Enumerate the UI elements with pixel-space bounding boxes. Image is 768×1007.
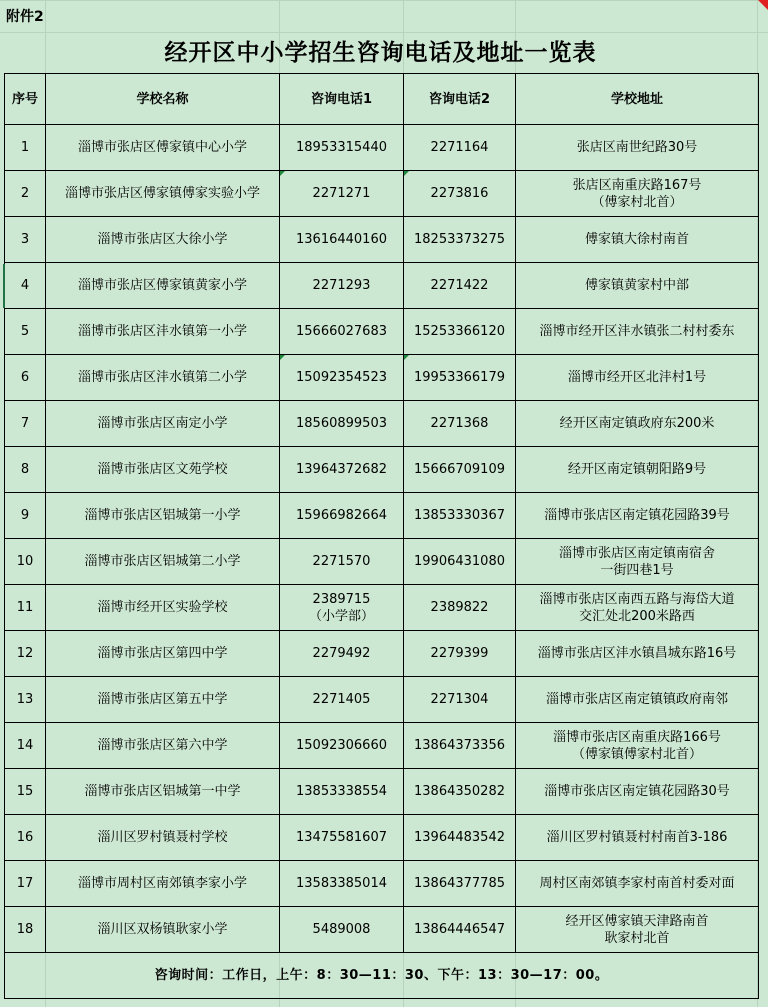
phone1-cell[interactable]: 5489008 <box>280 907 404 953</box>
row-index-cell[interactable]: 11 <box>5 585 46 631</box>
address-cell[interactable]: 淄博市张店区南西五路与海岱大道 交汇处北200米路西 <box>516 585 759 631</box>
address-cell[interactable]: 经开区南定镇朝阳路9号 <box>516 447 759 493</box>
address-cell[interactable]: 淄川区罗村镇聂村村南首3-186 <box>516 815 759 861</box>
school-name-cell[interactable]: 淄博市张店区沣水镇第二小学 <box>46 355 280 401</box>
address-cell[interactable]: 傅家镇大徐村南首 <box>516 217 759 263</box>
school-name-cell[interactable]: 淄博市张店区傅家镇黄家小学 <box>46 263 280 309</box>
phone1-cell[interactable]: 2279492 <box>280 631 404 677</box>
phone1-cell[interactable]: 18560899503 <box>280 401 404 447</box>
row-index-cell[interactable]: 16 <box>5 815 46 861</box>
address-cell[interactable]: 淄博市张店区南重庆路166号 （傅家镇傅家村北首） <box>516 723 759 769</box>
page-title[interactable]: 经开区中小学招生咨询电话及地址一览表 <box>164 39 597 66</box>
phone1-cell[interactable]: 2271271 <box>280 171 404 217</box>
school-name-cell[interactable]: 淄博市张店区傅家镇中心小学 <box>46 125 280 171</box>
phone2-cell[interactable]: 2389822 <box>404 585 516 631</box>
phone1-cell[interactable]: 13616440160 <box>280 217 404 263</box>
table-row <box>5 585 759 631</box>
school-name-cell[interactable]: 淄川区罗村镇聂村学校 <box>46 815 280 861</box>
school-name-cell[interactable]: 淄博市张店区大徐小学 <box>46 217 280 263</box>
phone1-cell[interactable]: 13475581607 <box>280 815 404 861</box>
table-row <box>5 815 759 861</box>
school-name-cell[interactable]: 淄博市经开区实验学校 <box>46 585 280 631</box>
phone1-cell[interactable]: 13853338554 <box>280 769 404 815</box>
phone1-cell[interactable]: 2271405 <box>280 677 404 723</box>
table-row <box>5 171 759 217</box>
school-name-cell[interactable]: 淄博市张店区傅家镇傅家实验小学 <box>46 171 280 217</box>
footer-row <box>5 953 759 999</box>
phone2-cell[interactable]: 13864350282 <box>404 769 516 815</box>
row-index-cell[interactable]: 17 <box>5 861 46 907</box>
table-row <box>5 125 759 171</box>
phone2-cell[interactable]: 15666709109 <box>404 447 516 493</box>
row-index-cell[interactable]: 15 <box>5 769 46 815</box>
phone2-cell[interactable]: 2279399 <box>404 631 516 677</box>
phone2-cell[interactable]: 13964483542 <box>404 815 516 861</box>
phone2-cell[interactable]: 15253366120 <box>404 309 516 355</box>
phone1-cell[interactable]: 15092354523 <box>280 355 404 401</box>
table-row <box>5 907 759 953</box>
row-index-cell[interactable]: 8 <box>5 447 46 493</box>
table-row <box>5 401 759 447</box>
school-name-cell[interactable]: 淄博市张店区第四中学 <box>46 631 280 677</box>
phone2-cell[interactable]: 2271164 <box>404 125 516 171</box>
row-index-cell[interactable]: 12 <box>5 631 46 677</box>
header-phone1[interactable]: 咨询电话1 <box>280 74 404 125</box>
row-index-cell[interactable]: 13 <box>5 677 46 723</box>
school-name-cell[interactable]: 淄博市周村区南郊镇李家小学 <box>46 861 280 907</box>
school-name-cell[interactable]: 淄博市张店区文苑学校 <box>46 447 280 493</box>
phone1-cell[interactable]: 18953315440 <box>280 125 404 171</box>
row-index-cell[interactable]: 3 <box>5 217 46 263</box>
phone1-cell[interactable]: 2271570 <box>280 539 404 585</box>
phone2-cell[interactable]: 19953366179 <box>404 355 516 401</box>
school-name-cell[interactable]: 淄博市张店区沣水镇第一小学 <box>46 309 280 355</box>
address-cell[interactable]: 傅家镇黄家村中部 <box>516 263 759 309</box>
table-row <box>5 677 759 723</box>
table-header-row <box>5 74 759 125</box>
header-phone2[interactable]: 咨询电话2 <box>404 74 516 125</box>
school-name-cell[interactable]: 淄博市张店区第六中学 <box>46 723 280 769</box>
phone2-cell[interactable]: 18253373275 <box>404 217 516 263</box>
phone1-cell[interactable]: 2271293 <box>280 263 404 309</box>
address-cell[interactable]: 张店区南世纪路30号 <box>516 125 759 171</box>
phone1-cell[interactable]: 13583385014 <box>280 861 404 907</box>
phone1-cell[interactable]: 13964372682 <box>280 447 404 493</box>
phone2-cell[interactable]: 19906431080 <box>404 539 516 585</box>
header-index[interactable]: 序号 <box>5 74 46 125</box>
address-cell[interactable]: 经开区傅家镇天津路南首 耿家村北首 <box>516 907 759 953</box>
phone1-cell[interactable]: 15666027683 <box>280 309 404 355</box>
address-cell[interactable]: 淄博市张店区南定镇花园路39号 <box>516 493 759 539</box>
address-cell[interactable]: 淄博市张店区南定镇镇政府南邻 <box>516 677 759 723</box>
row-index-cell[interactable]: 7 <box>5 401 46 447</box>
address-cell[interactable]: 淄博市经开区沣水镇张二村村委东 <box>516 309 759 355</box>
phone2-cell[interactable]: 2271304 <box>404 677 516 723</box>
phone2-cell[interactable]: 2273816 <box>404 171 516 217</box>
school-name-cell[interactable]: 淄博市张店区铝城第二小学 <box>46 539 280 585</box>
school-name-cell[interactable]: 淄博市张店区铝城第一中学 <box>46 769 280 815</box>
table-row <box>5 309 759 355</box>
gridline <box>0 0 768 1</box>
phone2-cell[interactable]: 13864377785 <box>404 861 516 907</box>
phone2-cell[interactable]: 2271422 <box>404 263 516 309</box>
table-row <box>5 539 759 585</box>
address-cell[interactable]: 淄博市经开区北沣村1号 <box>516 355 759 401</box>
table-row <box>5 263 759 309</box>
table-row <box>5 447 759 493</box>
school-contact-table <box>4 73 759 999</box>
table-row <box>5 493 759 539</box>
phone2-cell[interactable]: 13864373356 <box>404 723 516 769</box>
phone2-cell[interactable]: 13853330367 <box>404 493 516 539</box>
address-cell[interactable]: 经开区南定镇政府东200米 <box>516 401 759 447</box>
phone2-cell[interactable]: 13864446547 <box>404 907 516 953</box>
header-school-name[interactable]: 学校名称 <box>46 74 280 125</box>
row-index-cell[interactable]: 2 <box>5 171 46 217</box>
address-cell[interactable]: 周村区南郊镇李家村南首村委对面 <box>516 861 759 907</box>
row-index-cell[interactable]: 5 <box>5 309 46 355</box>
address-cell[interactable]: 张店区南重庆路167号 （傅家村北首） <box>516 171 759 217</box>
corner-indicator-icon <box>758 0 768 10</box>
row-index-cell[interactable]: 18 <box>5 907 46 953</box>
header-address[interactable]: 学校地址 <box>516 74 759 125</box>
address-cell[interactable]: 淄博市张店区沣水镇昌城东路16号 <box>516 631 759 677</box>
school-name-cell[interactable]: 淄博市张店区南定小学 <box>46 401 280 447</box>
phone1-cell[interactable]: 15966982664 <box>280 493 404 539</box>
table-row <box>5 723 759 769</box>
school-name-cell[interactable]: 淄博市张店区第五中学 <box>46 677 280 723</box>
row-index-cell[interactable]: 9 <box>5 493 46 539</box>
consult-hours-note[interactable]: 咨询时间：工作日，上午：8：30—11：30、下午：13：30—17：00。 <box>5 953 759 999</box>
row-index-cell[interactable]: 14 <box>5 723 46 769</box>
annex-label[interactable]: 附件2 <box>6 9 44 25</box>
row-selection-marker <box>3 264 5 308</box>
phone1-cell[interactable]: 15092306660 <box>280 723 404 769</box>
phone1-cell[interactable]: 2389715 （小学部） <box>280 585 404 631</box>
phone2-cell[interactable]: 2271368 <box>404 401 516 447</box>
address-cell[interactable]: 淄博市张店区南定镇南宿舍 一街四巷1号 <box>516 539 759 585</box>
row-index-cell[interactable]: 1 <box>5 125 46 171</box>
school-name-cell[interactable]: 淄川区双杨镇耿家小学 <box>46 907 280 953</box>
row-index-cell[interactable]: 6 <box>5 355 46 401</box>
address-cell[interactable]: 淄博市张店区南定镇花园路30号 <box>516 769 759 815</box>
table-row <box>5 217 759 263</box>
table-row <box>5 631 759 677</box>
school-name-cell[interactable]: 淄博市张店区铝城第一小学 <box>46 493 280 539</box>
table-row <box>5 861 759 907</box>
row-index-cell[interactable]: 10 <box>5 539 46 585</box>
table-row <box>5 769 759 815</box>
row-index-cell[interactable]: 4 <box>5 263 46 309</box>
table-row <box>5 355 759 401</box>
